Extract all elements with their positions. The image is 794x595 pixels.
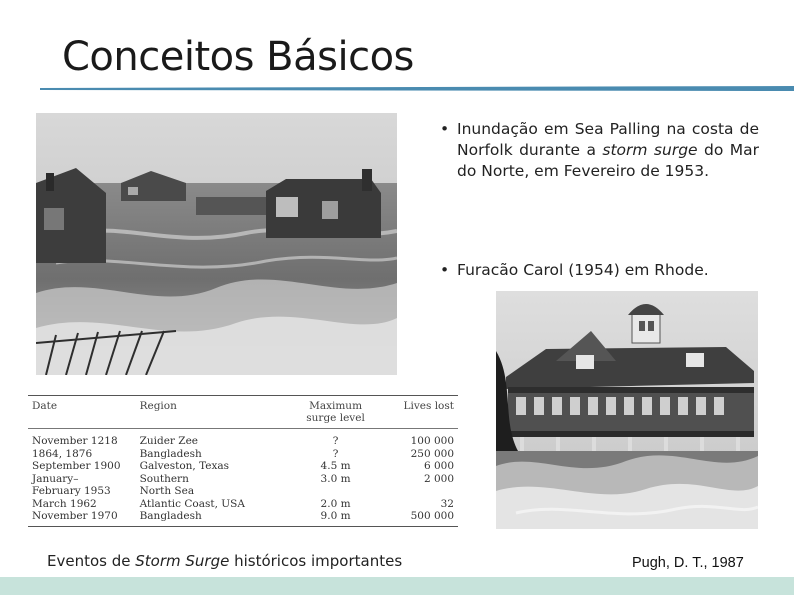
table-row <box>28 473 458 486</box>
bullet-text-1b: storm surge <box>602 141 698 159</box>
bullet-text-1a: Inundação em Sea Palling na costa de Norfolk durante a <box>457 120 759 159</box>
cell-date: September 1900 <box>32 460 121 472</box>
cell-lives: 32 <box>440 497 454 510</box>
title-underline <box>40 86 794 92</box>
cell-region: Bangladesh <box>139 447 202 460</box>
hurricane-carol-photo <box>496 291 758 529</box>
cell-region: Atlantic Coast, USA <box>139 497 245 510</box>
bullet-hurricane-carol <box>440 260 777 281</box>
historic-surge-table <box>28 395 458 547</box>
cell-date: 1864, 1876 <box>32 447 93 460</box>
table-row <box>28 498 458 511</box>
bullet-sea-palling <box>440 119 759 182</box>
cell-region: Southern <box>139 472 189 485</box>
table-row <box>28 448 458 461</box>
bullet-dot: • <box>440 261 450 279</box>
footer-band <box>0 577 794 595</box>
bullet-text-1c: do Mar do Norte, em Fevereiro de 1953. <box>457 141 759 180</box>
cell-date: November 1218 <box>32 435 118 447</box>
header-surge-level <box>291 396 381 429</box>
cell-level: 9.0 m <box>320 510 351 522</box>
bullet-dot: • <box>440 120 450 138</box>
cell-date: January– <box>32 472 79 485</box>
table-row <box>28 460 458 473</box>
sea-palling-flood-photo <box>36 113 397 375</box>
cell-date: November 1970 <box>32 510 118 522</box>
table-row <box>28 429 458 448</box>
cell-lives: 2 000 <box>423 472 454 485</box>
cell-lives: 100 000 <box>410 435 454 447</box>
cell-level: 2.0 m <box>320 497 351 510</box>
cell-date: February 1953 <box>32 485 111 497</box>
cell-level <box>291 485 381 498</box>
cell-lives <box>380 485 458 498</box>
cell-level: ? <box>332 435 339 447</box>
cell-region: Zuider Zee <box>139 435 199 447</box>
table-row <box>28 510 458 526</box>
table-row <box>28 485 458 498</box>
cell-lives: 500 000 <box>410 510 454 522</box>
header-lives-lost: Lives lost <box>403 400 454 412</box>
table-caption <box>47 552 402 570</box>
bullet-text-2: Furacão Carol (1954) em Rhode. <box>457 261 709 279</box>
photo-credit-caption: Pugh, D. T., 1987 <box>632 555 744 571</box>
cell-region: Bangladesh <box>139 510 202 522</box>
cell-date: March 1962 <box>32 497 97 510</box>
cell-region: Galveston, Texas <box>139 460 230 472</box>
slide-title: Conceitos Básicos <box>62 34 414 80</box>
cell-region: North Sea <box>139 485 195 497</box>
header-surge-level-line1: Maximum <box>309 400 363 412</box>
table-header-row <box>28 396 458 429</box>
header-region: Region <box>139 400 177 412</box>
cell-lives: 250 000 <box>410 447 454 460</box>
header-surge-level-line2: surge level <box>306 412 365 424</box>
header-date: Date <box>32 400 58 412</box>
caption1-part1: Eventos de <box>47 552 136 570</box>
caption1-em: Storm Surge <box>135 552 230 570</box>
cell-lives: 6 000 <box>423 460 454 472</box>
cell-level: 3.0 m <box>320 472 351 485</box>
cell-level: 4.5 m <box>320 460 351 472</box>
cell-level: ? <box>332 447 339 460</box>
caption1-part2: históricos importantes <box>229 552 403 570</box>
